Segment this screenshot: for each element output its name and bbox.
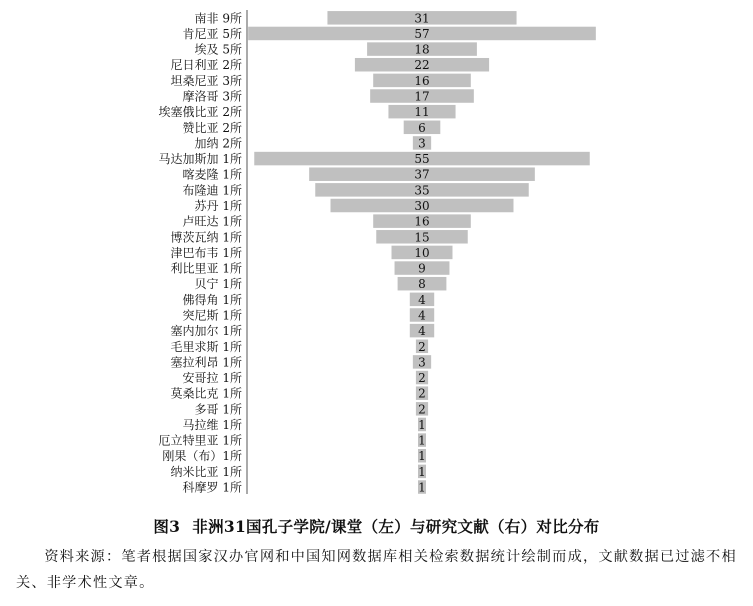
bar-value-label: 18 bbox=[414, 42, 430, 57]
category-label: 突尼斯 1所 bbox=[182, 308, 242, 323]
category-label: 马达加斯加 1所 bbox=[158, 152, 242, 167]
category-label: 塞内加尔 1所 bbox=[170, 324, 242, 339]
category-label: 马拉维 1所 bbox=[182, 417, 242, 432]
category-label: 厄立特里亚 1所 bbox=[158, 433, 242, 448]
category-label: 坦桑尼亚 3所 bbox=[170, 73, 242, 88]
bar-value-label: 10 bbox=[414, 245, 430, 260]
category-label: 赞比亚 2所 bbox=[182, 120, 242, 135]
category-label: 利比里亚 1所 bbox=[170, 261, 242, 276]
category-label: 布隆迪 1所 bbox=[182, 183, 242, 198]
bar-value-label: 15 bbox=[414, 230, 430, 245]
bar-value-label: 2 bbox=[418, 386, 426, 401]
category-label: 埃及 5所 bbox=[194, 42, 242, 57]
bar-value-label: 3 bbox=[418, 136, 426, 151]
figure-number: 图3 bbox=[153, 517, 181, 536]
bar-value-label: 16 bbox=[414, 73, 430, 88]
category-label: 加纳 2所 bbox=[194, 136, 242, 151]
category-label: 南非 9所 bbox=[194, 11, 242, 26]
bar-value-label: 30 bbox=[414, 199, 430, 213]
bar-value-label: 31 bbox=[414, 11, 430, 26]
bar-value-label: 1 bbox=[418, 417, 426, 432]
category-label: 安哥拉 1所 bbox=[182, 371, 242, 386]
bar-value-label: 37 bbox=[414, 167, 430, 182]
figure-title: 非洲31国孔子学院/课堂（左）与研究文献（右）对比分布 bbox=[192, 517, 600, 536]
category-label: 摩洛哥 3所 bbox=[182, 89, 242, 104]
bar-value-label: 2 bbox=[418, 402, 426, 417]
bar-value-label: 1 bbox=[418, 433, 426, 448]
category-label: 博茨瓦纳 1所 bbox=[170, 230, 242, 245]
category-label: 贝宁 1所 bbox=[194, 277, 242, 292]
source-note: 资料来源：笔者根据国家汉办官网和中国知网数据库相关检索数据统计绘制而成，文献数据已过滤不相关、非学术性文章。 bbox=[16, 549, 737, 591]
category-label: 多哥 1所 bbox=[194, 402, 242, 417]
category-label: 卢旺达 1所 bbox=[182, 214, 242, 229]
category-label: 莫桑比克 1所 bbox=[170, 386, 242, 401]
bar-value-label: 16 bbox=[414, 214, 430, 229]
bar-value-label: 6 bbox=[418, 120, 426, 135]
bar-value-label: 57 bbox=[414, 26, 430, 41]
category-label: 刚果（布）1所 bbox=[162, 449, 242, 464]
bar-value-label: 35 bbox=[414, 183, 430, 198]
bar-value-label: 9 bbox=[418, 261, 426, 276]
bar-value-label: 22 bbox=[414, 58, 430, 73]
bar-value-label: 4 bbox=[418, 292, 426, 307]
category-label: 塞拉利昂 1所 bbox=[170, 355, 242, 370]
bar-value-label: 8 bbox=[418, 277, 426, 292]
category-label: 苏丹 1所 bbox=[194, 199, 242, 213]
category-labels bbox=[159, 10, 242, 494]
category-label: 津巴布韦 1所 bbox=[170, 245, 242, 260]
category-label: 科摩罗 1所 bbox=[182, 480, 242, 495]
bar-value-label: 55 bbox=[414, 152, 430, 167]
bar-value-label: 17 bbox=[414, 89, 430, 104]
bar-value-label: 3 bbox=[418, 355, 426, 370]
bar-value-label: 1 bbox=[418, 480, 426, 495]
bar-value-label: 2 bbox=[418, 339, 426, 354]
figure-caption bbox=[0, 515, 753, 537]
bar-value-label: 11 bbox=[414, 105, 430, 120]
category-label: 肯尼亚 5所 bbox=[182, 26, 242, 41]
bar-value-label: 2 bbox=[418, 371, 426, 386]
category-label: 喀麦隆 1所 bbox=[182, 167, 242, 182]
category-label: 佛得角 1所 bbox=[182, 292, 242, 307]
bar-value-label: 1 bbox=[418, 449, 426, 464]
bar-value-label: 4 bbox=[418, 308, 426, 323]
bar-value-label: 1 bbox=[418, 464, 426, 479]
category-label: 埃塞俄比亚 2所 bbox=[158, 105, 242, 120]
value-labels bbox=[414, 11, 429, 494]
category-label: 纳米比亚 1所 bbox=[170, 464, 242, 479]
bar-value-label: 4 bbox=[418, 324, 426, 339]
category-label: 毛里求斯 1所 bbox=[170, 339, 242, 354]
category-label: 尼日利亚 2所 bbox=[170, 58, 242, 73]
